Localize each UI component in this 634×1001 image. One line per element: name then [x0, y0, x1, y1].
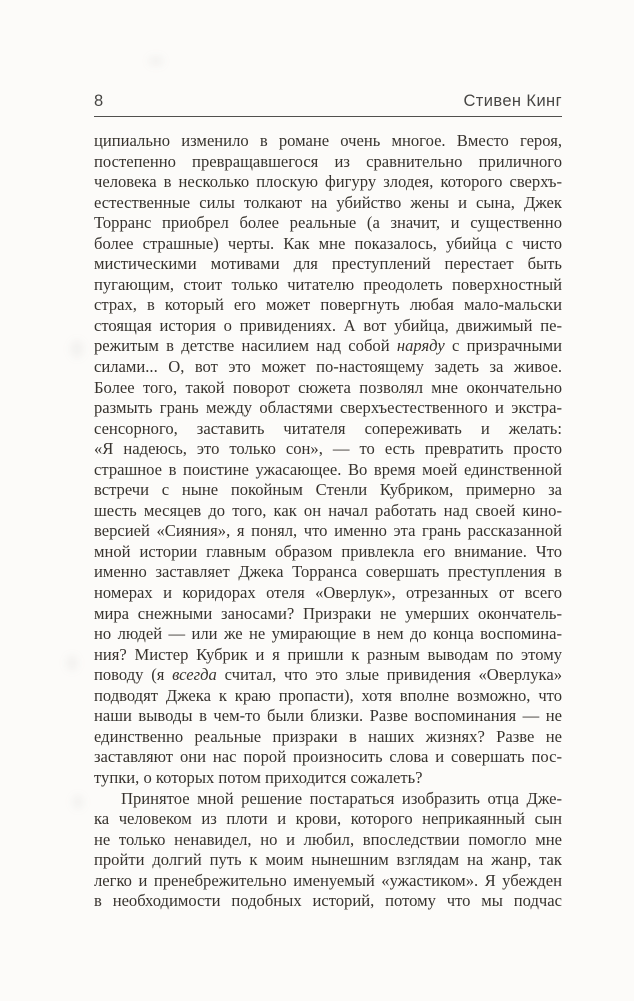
page-number: 8: [94, 92, 104, 110]
body-line: версией «Сияния», я понял, что именно эта грань рассказанной: [94, 521, 562, 541]
body-line: «Я надеюсь, это только сон», — то есть превратить просто: [94, 439, 562, 459]
body-line: именно заставляет Джека Торранса совершать преступления в: [94, 562, 562, 582]
body-line: Более того, такой поворот сюжета позволял мне окончательно: [94, 377, 562, 397]
body-line: постепенно превращавшегося из сравнительно приличного: [94, 151, 562, 171]
body-line: пугающим, стоит только читателю преодолеть поверхностный: [94, 274, 562, 294]
body-line: мира снежными заносами? Призраки не умерших окончатель-: [94, 603, 562, 623]
page-body-text: [94, 131, 562, 912]
body-line: более страшные) черты. Как мне показалось, убийца с чисто: [94, 233, 562, 253]
body-line: пройти долгий путь к моим нынешним взглядам на жанр, так: [94, 850, 562, 870]
body-line: страшное в поистине ужасающее. Во время моей единственной: [94, 459, 562, 479]
body-line: наши выводы в чем-то были близки. Разве воспоминания — не: [94, 706, 562, 726]
header-rule: [94, 116, 562, 117]
body-line: Торранс приобрел более реальные (а значит, и существенно: [94, 213, 562, 233]
body-line: не только ненавидел, но и любил, впоследствии помогло мне: [94, 829, 562, 849]
body-line: человека в несколько плоскую фигуру злодея, которого сверхъ-: [94, 172, 562, 192]
body-line: поводу (я всегда считал, что это злые привидения «Оверлука»: [94, 665, 562, 685]
running-title: Стивен Кинг: [463, 92, 562, 110]
body-line: ния? Мистер Кубрик и я пришли к разным выводам по этому: [94, 644, 562, 664]
body-line: естественные силы толкают на убийство жены и сына, Джек: [94, 192, 562, 212]
body-line: ка человеком из плоти и крови, которого неприкаянный сын: [94, 809, 562, 829]
body-line: встречи с ныне покойным Стенли Кубриком, примерно за: [94, 480, 562, 500]
running-head: [94, 92, 562, 111]
body-line: мной истории главным образом привлекла его внимание. Что: [94, 541, 562, 561]
scan-artifact: [148, 56, 164, 66]
body-line: заставляют они нас порой произносить слова и совершать пос-: [94, 747, 562, 767]
body-line: силами... О, вот это может по-настоящему задеть за живое.: [94, 357, 562, 377]
body-line: в необходимости подобных историй, потому что мы подчас: [94, 891, 562, 911]
body-line: тупки, о которых потом приходится сожалеть?: [94, 767, 423, 787]
body-line: единственно реальные призраки в наших жизнях? Разве не: [94, 726, 562, 746]
body-line: страх, в который его может повергнуть любая мало-мальски: [94, 295, 562, 315]
body-line: легко и пренебрежительно именуемый «ужастиком». Я убежден: [94, 870, 562, 890]
body-line: шесть месяцев до того, как он начал работать над своей кино-: [94, 500, 562, 520]
body-line: сенсорного, заставить читателя сопереживать и желать:: [94, 418, 562, 438]
body-line: мистическими мотивами для преступлений перестает быть: [94, 254, 562, 274]
body-line: ципиально изменило в романе очень многое. Вместо героя,: [94, 131, 562, 150]
body-line: Принятое мной решение постараться изобразить отца Дже-: [121, 788, 562, 808]
body-line: номерах и коридорах отеля «Оверлук», отрезанных от всего: [94, 583, 562, 603]
body-line: стоящая история о привидениях. А вот убийца, движимый пе-: [94, 315, 562, 335]
scan-artifact: [72, 795, 84, 809]
body-line: размыть грань между областями сверхъестественного и экстра-: [94, 398, 562, 418]
body-line: но людей — или же не умирающие в нем до конца воспомина-: [94, 624, 562, 644]
scan-artifact: [66, 655, 78, 671]
scan-artifact: [70, 340, 84, 358]
body-line: подводят Джека к краю пропасти), хотя вполне возможно, что: [94, 685, 562, 705]
body-line: режитым в детстве насилием над собой наряду с призрачными: [94, 336, 562, 356]
